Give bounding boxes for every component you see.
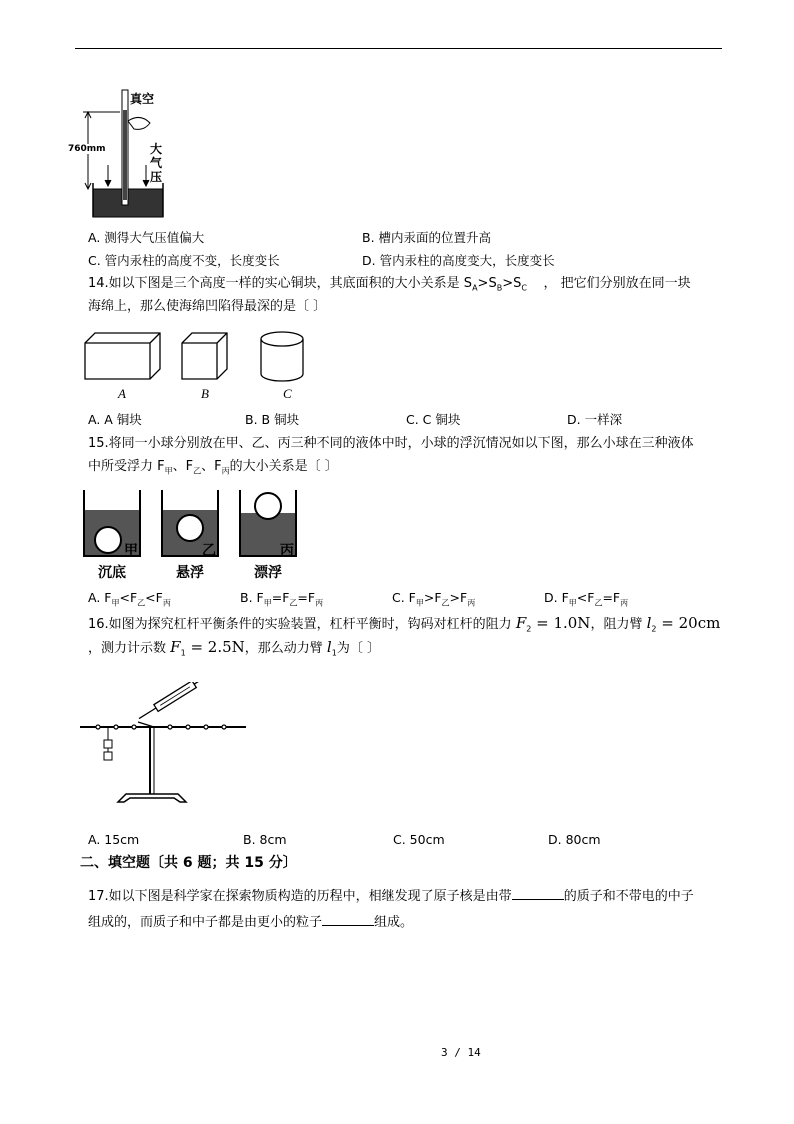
q16-f1-sub: 1 (180, 648, 186, 658)
q16-option-c[interactable]: C. 50cm (393, 832, 445, 847)
label-atm-1: 大 (150, 142, 163, 156)
q15-sub-jia: 甲 (164, 466, 173, 476)
q14-option-c[interactable]: C. C 铜块 (406, 412, 461, 427)
q16-text-mid: ，阻力臂 (590, 617, 643, 632)
q15-stem-line2 (88, 456, 338, 483)
q15a-f: A. F (88, 590, 112, 605)
label-atm (150, 142, 162, 184)
q16-option-a[interactable]: A. 15cm (88, 832, 140, 847)
q15c-s3: 丙 (467, 598, 476, 608)
q15-option-d[interactable] (544, 590, 628, 609)
q16-f2-sub: 2 (526, 624, 532, 634)
q15d-s3: 丙 (620, 598, 629, 608)
q16-l1-symbol: l (326, 638, 332, 656)
header-rule (75, 48, 722, 49)
beaker-label-yi: 乙 (202, 543, 216, 559)
page-number: 3 / 14 (441, 1046, 481, 1059)
q14-option-b[interactable]: B. B 铜块 (245, 412, 300, 427)
q15-text-post: 的大小关系是〔 〕 (229, 459, 338, 474)
q17-stem-line2 (88, 912, 413, 934)
q15-stem-line1: 15.将同一小球分别放在甲、乙、丙三种不同的液体中时，小球的浮沉情况如以下图，那么小球在三种液体 (88, 436, 694, 451)
q17-stem-line1 (88, 886, 694, 908)
q16-f1-value: = 2.5N (185, 638, 245, 656)
q14-stem-line2: 海绵上，那么使海绵凹陷得最深的是〔 〕 (88, 299, 327, 314)
q14-sub-b: B (496, 283, 503, 293)
beaker-label-jia: 甲 (124, 543, 138, 559)
q15a-s3: 丙 (162, 598, 171, 608)
q15a-m1: <F (119, 590, 138, 605)
q17-text-line2-post: 组成。 (374, 915, 414, 930)
block-label-b: B (201, 386, 209, 401)
label-vacuum: 真空 (130, 92, 155, 106)
q16-stem-line2 (88, 636, 380, 665)
q17-text-line2-pre: 组成的，而质子和中子都是由更小的粒子 (88, 915, 323, 930)
q15b-m2: =F (297, 590, 316, 605)
q16-text-line2-pre: ，测力计示数 (88, 641, 167, 656)
q14-text-post: ， 把它们分别放在同一块 (543, 276, 691, 291)
label-atm-2: 气 (150, 156, 163, 170)
beakers-figure (82, 488, 302, 558)
q15d-f: D. F (544, 590, 569, 605)
q15-option-c[interactable] (392, 590, 475, 609)
q15-sep1: 、F (172, 459, 194, 474)
q16-text-line2-mid: ，那么动力臂 (244, 641, 323, 656)
q15d-s2: 乙 (594, 598, 603, 608)
q15c-m2: >F (449, 590, 468, 605)
caption-float: 漂浮 (254, 565, 282, 581)
q15-sub-bing: 丙 (221, 466, 230, 476)
q17-text-post: 的质子和不带电的中子 (563, 889, 694, 904)
q15b-s3: 丙 (315, 598, 324, 608)
beaker-label-bing: 丙 (280, 543, 294, 559)
section-title: 二、填空题〔共 6 题；共 15 分〕 (80, 855, 297, 871)
q13-option-d[interactable]: D. 管内汞柱的高度变大，长度变长 (362, 253, 555, 268)
q13-option-c[interactable]: C. 管内汞柱的高度不变，长度变长 (88, 253, 280, 268)
copper-blocks-figure (82, 328, 312, 388)
q16-text-line2-post: 为〔 〕 (336, 641, 380, 656)
q15b-s2: 乙 (289, 598, 298, 608)
q16-l1-sub: 1 (331, 648, 337, 658)
q17-text-pre: 17.如以下图是科学家在探索物质构造的历程中，相继发现了原子核是由带 (88, 889, 512, 904)
q13-option-a[interactable]: A. 测得大气压值偏大 (88, 230, 205, 245)
label-atm-3: 压 (150, 170, 163, 184)
q15-sep2: 、F (201, 459, 222, 474)
q15b-s1: 甲 (263, 598, 272, 608)
q15-text-pre: 中所受浮力 F (88, 459, 165, 474)
q16-f2-symbol: F (515, 614, 527, 632)
lever-figure (78, 682, 248, 807)
q16-f2-value: = 1.0N (531, 614, 591, 632)
q16-option-b[interactable]: B. 8cm (243, 832, 287, 847)
q15b-m1: =F (271, 590, 290, 605)
q15-sub-yi: 乙 (193, 466, 202, 476)
q15c-m1: >F (423, 590, 442, 605)
q16-f1-symbol: F (170, 638, 181, 656)
q15d-s1: 甲 (568, 598, 577, 608)
q15c-s2: 乙 (441, 598, 450, 608)
q15c-f: C. F (392, 590, 416, 605)
q13-option-b[interactable]: B. 槽内汞面的位置升高 (362, 230, 492, 245)
q16-option-d[interactable]: D. 80cm (548, 832, 601, 847)
q16-text-pre: 16.如图为探究杠杆平衡条件的实验装置，杠杆平衡时，钩码对杠杆的阻力 (88, 617, 512, 632)
caption-sink: 沉底 (98, 565, 126, 581)
q15b-f: B. F (240, 590, 264, 605)
q15-option-a[interactable] (88, 590, 171, 609)
q14-sub-c: C (521, 283, 527, 293)
q14-sub-a: A (472, 283, 478, 293)
q15a-s2: 乙 (137, 598, 146, 608)
q14-text-pre: 14.如以下图是三个高度一样的实心铜块，其底面积的大小关系是 S (88, 276, 473, 291)
q15a-m2: <F (145, 590, 163, 605)
q16-l2-symbol: l (646, 614, 652, 632)
q15d-m1: <F (576, 590, 595, 605)
q14-gt2: >S (502, 276, 522, 291)
q14-option-d[interactable]: D. 一样深 (567, 412, 623, 427)
q15a-s1: 甲 (111, 598, 120, 608)
q15-option-b[interactable] (240, 590, 323, 609)
q15d-m2: =F (602, 590, 621, 605)
q16-l2-sub: 2 (651, 624, 657, 634)
q17-blank-1[interactable] (512, 887, 564, 900)
q17-blank-2[interactable] (322, 913, 374, 926)
q14-gt1: >S (477, 276, 497, 291)
caption-suspend: 悬浮 (176, 565, 204, 581)
block-label-a: A (118, 386, 126, 401)
q14-option-a[interactable]: A. A 铜块 (88, 412, 142, 427)
label-760mm: 760mm (68, 144, 106, 154)
q16-l2-value: = 20cm (656, 614, 721, 632)
q15c-s1: 甲 (415, 598, 424, 608)
block-label-c: C (283, 386, 292, 401)
